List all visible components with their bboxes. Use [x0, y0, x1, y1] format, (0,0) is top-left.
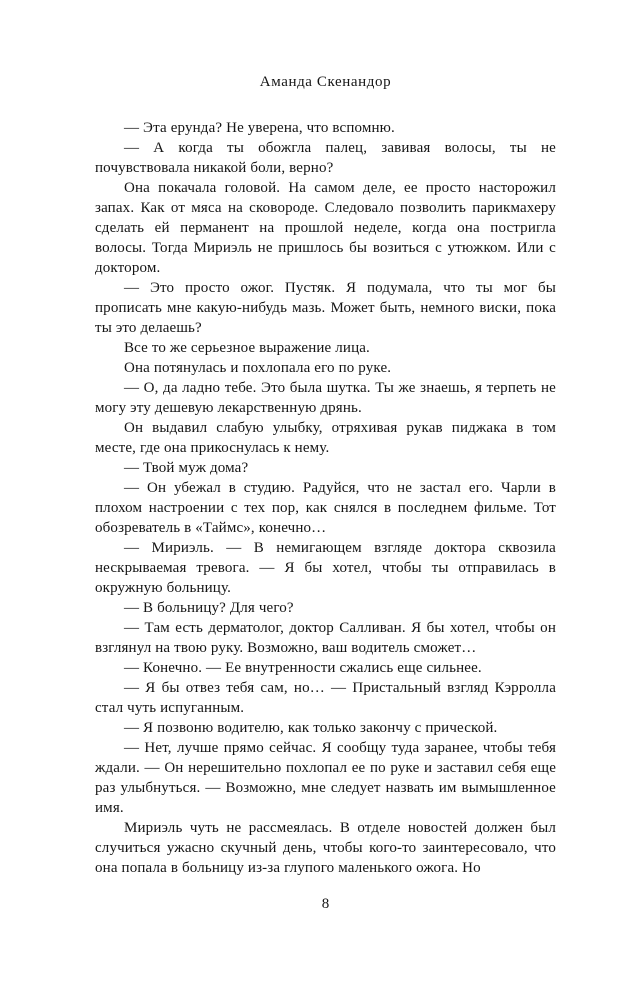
- text-block: [95, 118, 556, 878]
- paragraph: — Твой муж дома?: [124, 460, 249, 476]
- paragraph: — Он убежал в студию. Радуйся, что не застал его. Чарли в плохом настроении с тех пор, как снялся в последнем фильме. Тот обозреватель в «Таймс», конечно…: [95, 480, 556, 536]
- paragraph: — Там есть дерматолог, доктор Салливан. Я бы хотел, чтобы он взглянул на твою руку. Возможно, ваш водитель сможет…: [95, 620, 556, 656]
- paragraph: — А когда ты обожгла палец, завивая волосы, ты не почувствовала никакой боли, верно?: [95, 140, 556, 176]
- paragraph: — Это просто ожог. Пустяк. Я подумала, что ты мог бы прописать мне какую-нибудь мазь. Может быть, немного виски, пока ты это делаешь?: [95, 280, 556, 336]
- paragraph: Она покачала головой. На самом деле, ее просто насторожил запах. Как от мяса на сковороде. Следовало позволить парикмахеру сделать ей перманент на прошлой неделе, когда она постригла волосы. Тогда Мириэль не пришлось бы возиться с утюжком. Или с доктором.: [95, 180, 556, 276]
- paragraph: — Я бы отвез тебя сам, но… — Пристальный взгляд Кэрролла стал чуть испуганным.: [95, 680, 556, 716]
- running-header-author: Аманда Скенандор: [259, 74, 392, 90]
- paragraph: Он выдавил слабую улыбку, отряхивая рукав пиджака в том месте, где она прикоснулась к нему.: [95, 420, 556, 456]
- page-number: 8: [321, 896, 330, 912]
- paragraph: Мириэль чуть не рассмеялась. В отделе новостей должен был случиться ужасно скучный день, чтобы кого-то заинтересовало, что она попала в больницу из-за глупого маленького ожога. Но: [95, 820, 556, 876]
- paragraph: — Нет, лучше прямо сейчас. Я сообщу туда заранее, чтобы тебя ждали. — Он нерешительно похлопал ее по руке и заставил себя еще раз улыбнуться. — Возможно, мне следует назвать им вымышленное имя.: [95, 740, 556, 816]
- paragraph: — В больницу? Для чего?: [124, 600, 294, 616]
- paragraph: — Мириэль. — В немигающем взгляде доктора сквозила нескрываемая тревога. — Я бы хотел, чтобы ты отправилась в окружную больницу.: [95, 540, 556, 596]
- paragraph: — Конечно. — Ее внутренности сжались еще сильнее.: [124, 660, 482, 676]
- paragraph: — Я позвоню водителю, как только закончу с прической.: [124, 720, 498, 736]
- paragraph: Она потянулась и похлопала его по руке.: [124, 360, 392, 376]
- paragraph: — Эта ерунда? Не уверена, что вспомню.: [124, 120, 395, 136]
- paragraph: — О, да ладно тебе. Это была шутка. Ты же знаешь, я терпеть не могу эту дешевую лекарственную дрянь.: [95, 380, 556, 416]
- paragraph: Все то же серьезное выражение лица.: [124, 340, 370, 356]
